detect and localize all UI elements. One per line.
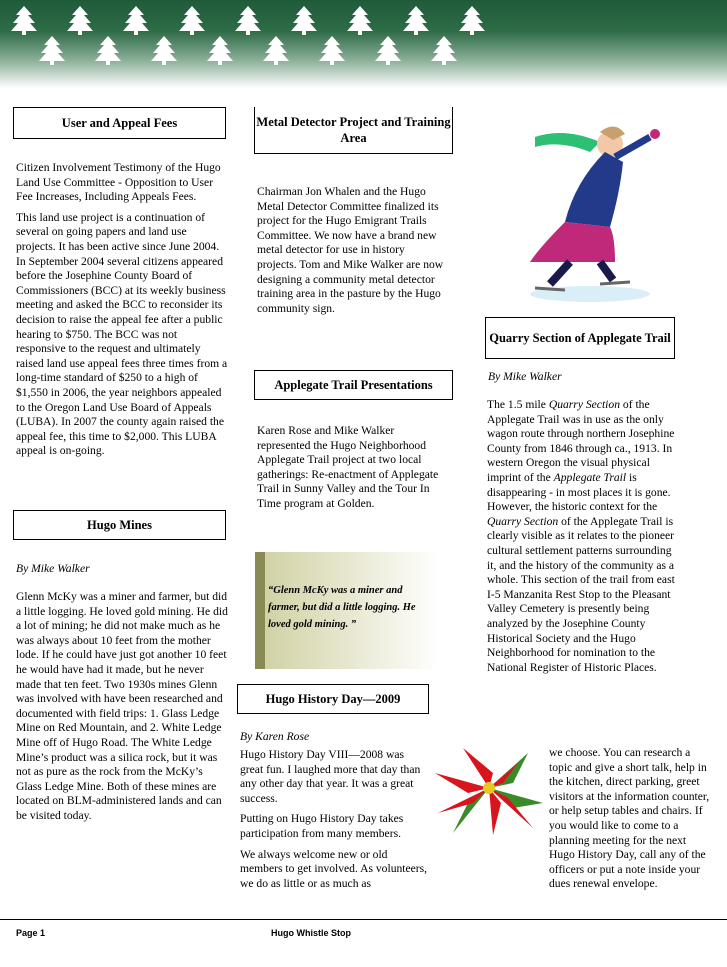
quarry-text-2: Quarry Section	[548, 398, 620, 411]
pine-tree-icon	[11, 6, 37, 35]
user-fees-para-1: Citizen Involvement Testimony of the Hugo Land Use Committee - Opposition to User Fee Increases, Including Appeals Fees.	[16, 161, 221, 204]
mines-para-1: Glenn McKy was a miner and farmer, but did a little logging. He loved gold mining. He did a lot of mining; he did not make much as he was always about 10 feet from the mother lode. If he could have just got another 10 feet he would have had it made, but he never made that ten feet. Two 1930s mines Glenn was involved with have been researched and documented with field trips: 1. Glass Ledge Mine on Red Mountain, and 2. White Ledge Mine off of Hugo Road. The White Ledge Mine’s product was a silica rock, but it was not as pure as the rock from the McKy’s Glass Ledge Mine. Both of these mines are located on BLM-administered lands and can be visited today.	[16, 590, 228, 822]
poinsettia-icon	[433, 743, 545, 838]
pine-tree-icon	[459, 6, 485, 35]
user-fees-para-2: This land use project is a continuation of several on going papers and land use projects. It has been active since June 2004. In September 2004 several citizens appeared before the Josephine County Board of Commissioners (BCC) at its weekly business meeting and asked the BCC to reconsider its decision to raise the appeal fee after a public hearing to $750. The BCC was not responsive to the request and ultimately raised land use appeal fees three times from a long-time standard of $250 to a high of $1,550 in 2006, the year neighbors appealed to the Oregon Land Use Board of Appeals (LUBA). In 2007 the county again raised the appeal fee, this time to $2,000. This LUBA appeal is on-going.	[16, 210, 228, 458]
quarry-body	[487, 398, 677, 681]
metal-detector-heading: Metal Detector Project and Training Area	[254, 107, 453, 154]
pine-tree-icon	[375, 36, 401, 65]
quarry-byline: By Mike Walker	[488, 370, 562, 383]
hugo-mines-heading: Hugo Mines	[13, 510, 226, 540]
pine-tree-row	[0, 0, 727, 88]
pine-tree-icon	[39, 36, 65, 65]
quarry-text-5: is disappearing - in most places it is gone. However, the historic context for the	[487, 470, 671, 514]
history-day-para-1: Hugo History Day VIII—2008 was great fun. I laughed more that day than any other day that year. It was a great success.	[240, 748, 421, 805]
pine-tree-icon	[179, 6, 205, 35]
pine-tree-icon	[67, 6, 93, 35]
mines-byline: By Mike Walker	[16, 562, 90, 575]
footer-page-number: Page 1	[16, 928, 46, 938]
pine-tree-icon	[263, 36, 289, 65]
quarry-section-heading: Quarry Section of Applegate Trail	[485, 317, 675, 359]
pine-tree-icon	[95, 36, 121, 65]
quarry-text-4: Applegate Trail	[553, 470, 627, 484]
footer-divider	[0, 919, 727, 920]
quarry-text-3: of the Applegate Trail was in use as the only wagon route through northern Josephine County from 1846 through ca., 1913. In western Oregon the visual physical imprint of the	[487, 398, 675, 484]
pine-tree-icon	[207, 36, 233, 65]
header-banner	[0, 0, 727, 88]
pull-quote	[255, 552, 439, 669]
mines-body	[16, 590, 230, 830]
history-day-body	[240, 748, 430, 897]
history-day-para-4: we choose. You can research a topic and give a short talk, help in the kitchen, direct parking, greet visitors at the information counter, or help setup tables and chairs. If you would like to come to a planning meeting for the next Hugo History Day, call any of the officers or put a note inside your dues renewal envelope.	[549, 746, 710, 891]
pine-tree-icon	[291, 6, 317, 35]
pine-tree-icon	[319, 36, 345, 65]
trail-presentations-para-1: Karen Rose and Mike Walker represented the Hugo Neighborhood Applegate Trail project at two local gatherings: Re-enactment of Applegate Trail in Sunny Valley and the Tour In Time program at Golden.	[257, 424, 439, 510]
quarry-para-1	[487, 398, 677, 675]
quarry-text-7: of the Applegate Trail is clearly visible as it relates to the pioneer cultural settlement patterns surrounding it, and the history of the community as a whole. This section of the trail from east I-5 Manzanita Rest Stop to the Pleasant Valley Cemetery is presently being analyzed by the Josephine County Historical Society and the Hugo Neighborhood for nomination to the National Register of Historic Places.	[487, 514, 675, 674]
quarry-text-6: Quarry Section	[487, 514, 559, 528]
pine-tree-icon	[151, 36, 177, 65]
pine-tree-icon	[235, 6, 261, 35]
quarry-text-1: The 1.5 mile	[487, 398, 549, 411]
history-day-continued	[549, 746, 711, 898]
history-day-byline: By Karen Rose	[240, 730, 310, 743]
metal-detector-para-1: Chairman Jon Whalen and the Hugo Metal Detector Committee finalized its project for the Hugo Emigrant Trails Committee. We now have a brand new metal detector for use in history projects. Tom and Mike Walker are now designing a community metal detector training area in the pasture by the Hugo community sign.	[257, 185, 444, 315]
history-day-heading: Hugo History Day—2009	[237, 684, 429, 714]
pine-tree-icon	[403, 6, 429, 35]
footer-newsletter-title: Hugo Whistle Stop	[271, 928, 351, 938]
pine-tree-icon	[123, 6, 149, 35]
ice-skater-illustration	[505, 112, 675, 307]
pull-quote-text: “Glenn McKy was a miner and farmer, but did a little logging. He loved gold mining. ”	[268, 585, 416, 630]
history-day-para-2: Putting on Hugo History Day takes participation from many members.	[240, 812, 404, 840]
metal-detector-body	[257, 185, 447, 322]
trail-presentations-heading: Applegate Trail Presentations	[254, 370, 453, 400]
user-fees-heading: User and Appeal Fees	[13, 107, 226, 139]
pull-quote-bar	[255, 552, 265, 669]
trail-presentations-body	[257, 424, 447, 518]
pine-tree-icon	[431, 36, 457, 65]
history-day-para-3: We always welcome new or old members to get involved. As volunteers, we do as little or as much as	[240, 847, 428, 890]
user-fees-body	[16, 161, 228, 465]
pine-tree-icon	[347, 6, 373, 35]
